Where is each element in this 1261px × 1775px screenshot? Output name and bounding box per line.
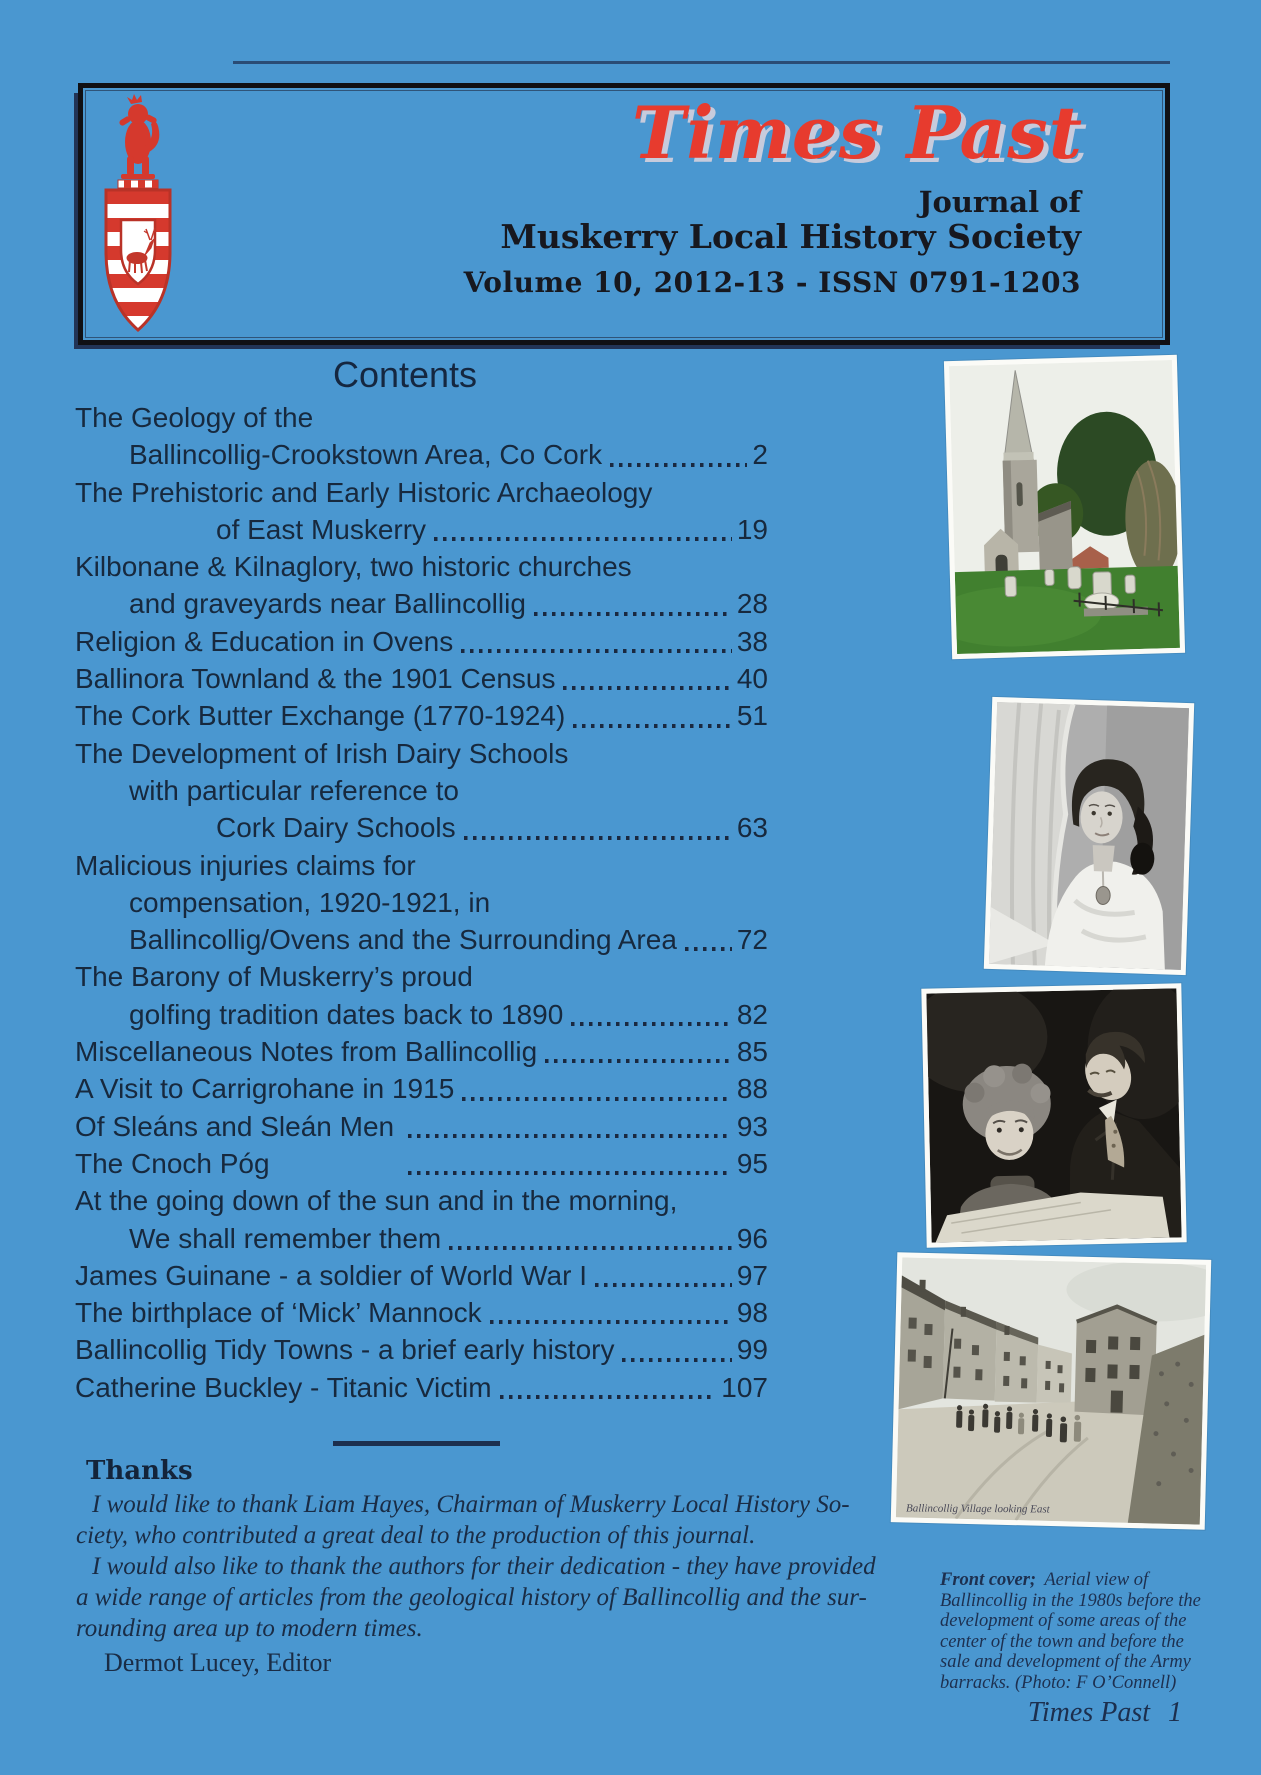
toc-entry-title: and graveyards near Ballincollig	[129, 588, 526, 620]
toc-line	[75, 436, 768, 473]
contents-heading: Contents	[332, 354, 478, 395]
thanks-paragraph	[76, 1489, 876, 1644]
street-photo-label: Ballincollig Village looking East	[905, 1502, 1050, 1516]
dot-leader	[534, 612, 732, 616]
church-graveyard-photo	[944, 355, 1185, 659]
dot-leader	[449, 1246, 732, 1250]
toc-entry-title: The Barony of Muskerry’s proud	[75, 961, 473, 993]
toc-entry-title: Cork Dairy Schools	[216, 812, 456, 844]
toc-page-number: 28	[736, 588, 768, 620]
dot-leader	[408, 1171, 732, 1175]
toc-line	[75, 1257, 768, 1294]
masthead	[78, 83, 1170, 345]
street-scene-photo	[891, 1252, 1212, 1530]
muskerry-crest-logo	[101, 92, 175, 334]
toc-line	[75, 548, 768, 585]
toc-entry-title: The birthplace of ‘Mick’ Mannock	[75, 1297, 482, 1329]
toc-line	[75, 847, 768, 884]
caption-line: center of the town and before the	[940, 1631, 1184, 1652]
toc-page-number: 96	[736, 1222, 768, 1254]
toc-page-number: 82	[736, 998, 768, 1030]
toc-entry-title: Catherine Buckley - Titanic Victim	[75, 1371, 492, 1403]
dot-leader	[545, 1059, 732, 1063]
toc-page-number: 38	[736, 625, 768, 657]
toc-entry-title: Religion & Education in Ovens	[75, 625, 454, 657]
toc-line	[75, 399, 768, 436]
torse-icon	[118, 180, 158, 188]
toc-page-number: 107	[721, 1371, 768, 1403]
dot-leader	[490, 1320, 732, 1324]
toc-entry-title: Ballincollig-Crookstown Area, Co Cork	[129, 439, 603, 471]
toc-entry-title: A Visit to Carrigrohane in 1915	[75, 1073, 455, 1105]
editor-byline: Dermot Lucey, Editor	[104, 1648, 332, 1677]
toc-line	[75, 735, 768, 772]
toc-line	[75, 958, 768, 995]
caption-line: barracks. (Photo: F O’Connell)	[940, 1672, 1177, 1693]
thanks-line: a wide range of articles from the geological history of Ballincollig and the sur-	[76, 1584, 867, 1611]
toc-entry-title: compensation, 1920-1921, in	[129, 886, 491, 918]
toc-entry-title: Kilbonane & Kilnaglory, two historic churches	[75, 551, 632, 583]
toc-line	[75, 1182, 768, 1219]
caption-lead: Front cover;	[940, 1570, 1037, 1590]
dot-leader	[563, 686, 731, 690]
dot-leader	[500, 1395, 717, 1399]
toc-line	[75, 1145, 768, 1182]
toc-line	[75, 996, 768, 1033]
toc-entry-title: The Geology of the	[75, 402, 314, 433]
dot-leader	[464, 836, 732, 840]
toc-entry-title: Of Sleáns and Sleán Men	[75, 1110, 395, 1142]
toc-entry-title: Ballincollig Tidy Towns - a brief early history	[75, 1334, 615, 1366]
thanks-line: ciety, who contributed a great deal to the production of this journal.	[76, 1522, 756, 1549]
dot-leader	[434, 537, 732, 541]
page-edge-line	[233, 61, 1170, 64]
dot-leader	[610, 463, 747, 467]
thanks-line: I would also like to thank the authors for their dedication - they have provided	[92, 1553, 876, 1580]
thanks-heading: Thanks	[86, 1456, 193, 1486]
table-of-contents	[75, 399, 768, 1406]
toc-page-number: 85	[736, 1036, 768, 1068]
dot-leader	[622, 1358, 731, 1362]
toc-page-number: 19	[736, 513, 768, 545]
toc-page-number: 99	[736, 1334, 768, 1366]
toc-page-number: 51	[736, 700, 768, 732]
crest-icon	[101, 92, 175, 334]
toc-entry-title: We shall remember them	[129, 1222, 442, 1254]
toc-line	[75, 474, 768, 511]
young-woman-portrait-photo	[984, 697, 1194, 975]
toc-line	[75, 623, 768, 660]
toc-entry-title: The Cork Butter Exchange (1770-1924)	[75, 700, 566, 732]
toc-line	[75, 1369, 768, 1406]
toc-entry-title: with particular reference to	[129, 774, 459, 806]
toc-page-number: 97	[736, 1259, 768, 1291]
toc-line	[75, 1331, 768, 1368]
toc-page-number: 2	[752, 439, 768, 471]
journal-of-line: Journal of	[918, 185, 1081, 219]
toc-entry-title: of East Muskerry	[216, 513, 427, 545]
toc-page-number: 98	[736, 1297, 768, 1329]
toc-line	[75, 697, 768, 734]
toc-entry-title: At the going down of the sun and in the morning,	[75, 1185, 678, 1217]
caption-line: sale and development of the Army	[940, 1652, 1191, 1673]
footer-page-number: 1	[1168, 1697, 1182, 1728]
toc-line	[75, 1070, 768, 1107]
dot-leader	[571, 1022, 732, 1026]
toc-line	[75, 1220, 768, 1257]
caption-line: development of some areas of the	[940, 1611, 1187, 1632]
toc-page-number: 40	[736, 663, 768, 695]
dot-leader	[573, 724, 732, 728]
toc-line	[75, 1108, 768, 1145]
front-cover-caption	[940, 1570, 1200, 1694]
dot-leader	[462, 1097, 732, 1101]
toc-line	[75, 1294, 768, 1331]
toc-line	[75, 884, 768, 921]
dot-leader	[595, 1283, 732, 1287]
toc-entry-title: The Development of Irish Dairy Schools	[75, 737, 569, 769]
toc-entry-title: The Cnoch Póg	[75, 1147, 270, 1179]
divider-rule	[333, 1441, 500, 1446]
footer-journal-name: Times Past	[1027, 1697, 1150, 1728]
dot-leader	[408, 1134, 732, 1138]
thanks-line: rounding area up to modern times.	[76, 1615, 423, 1642]
toc-line	[75, 921, 768, 958]
volume-issn-line: Volume 10, 2012-13 - ISSN 0791-1203	[463, 266, 1081, 299]
couple-photo	[921, 983, 1186, 1247]
toc-entry-title: Miscellaneous Notes from Ballincollig	[75, 1036, 538, 1068]
toc-line	[75, 1033, 768, 1070]
toc-page-number: 95	[736, 1147, 768, 1179]
toc-page-number: 72	[736, 924, 768, 956]
toc-page-number: 93	[736, 1110, 768, 1142]
toc-line	[75, 809, 768, 846]
toc-entry-title: Malicious injuries claims for	[75, 849, 416, 881]
caption-line: Ballincollig in the 1980s before the	[940, 1590, 1201, 1611]
thanks-line: I would like to thank Liam Hayes, Chairman of Muskerry Local History So-	[92, 1491, 850, 1518]
page-footer	[930, 1697, 1182, 1729]
society-name: Muskerry Local History Society	[500, 217, 1081, 256]
dot-leader	[461, 649, 732, 653]
toc-line	[75, 772, 768, 809]
toc-entry-title: James Guinane - a soldier of World War I	[75, 1259, 587, 1291]
toc-page-number: 63	[736, 812, 768, 844]
dot-leader	[685, 947, 732, 951]
journal-title: Times Past	[631, 90, 1083, 175]
toc-line	[75, 511, 768, 548]
toc-line	[75, 585, 768, 622]
toc-entry-title: Ballincollig/Ovens and the Surrounding Area	[129, 924, 677, 956]
toc-page-number: 88	[736, 1073, 768, 1105]
toc-entry-title: The Prehistoric and Early Historic Archaeology	[75, 476, 653, 508]
caption-line: Front cover; Aerial view of	[940, 1570, 1149, 1590]
toc-line	[75, 660, 768, 697]
shield-icon	[106, 190, 170, 330]
lion-crest-icon	[118, 94, 159, 179]
toc-entry-title: golfing tradition dates back to 1890	[129, 998, 564, 1030]
toc-entry-title: Ballinora Townland & the 1901 Census	[75, 663, 556, 695]
